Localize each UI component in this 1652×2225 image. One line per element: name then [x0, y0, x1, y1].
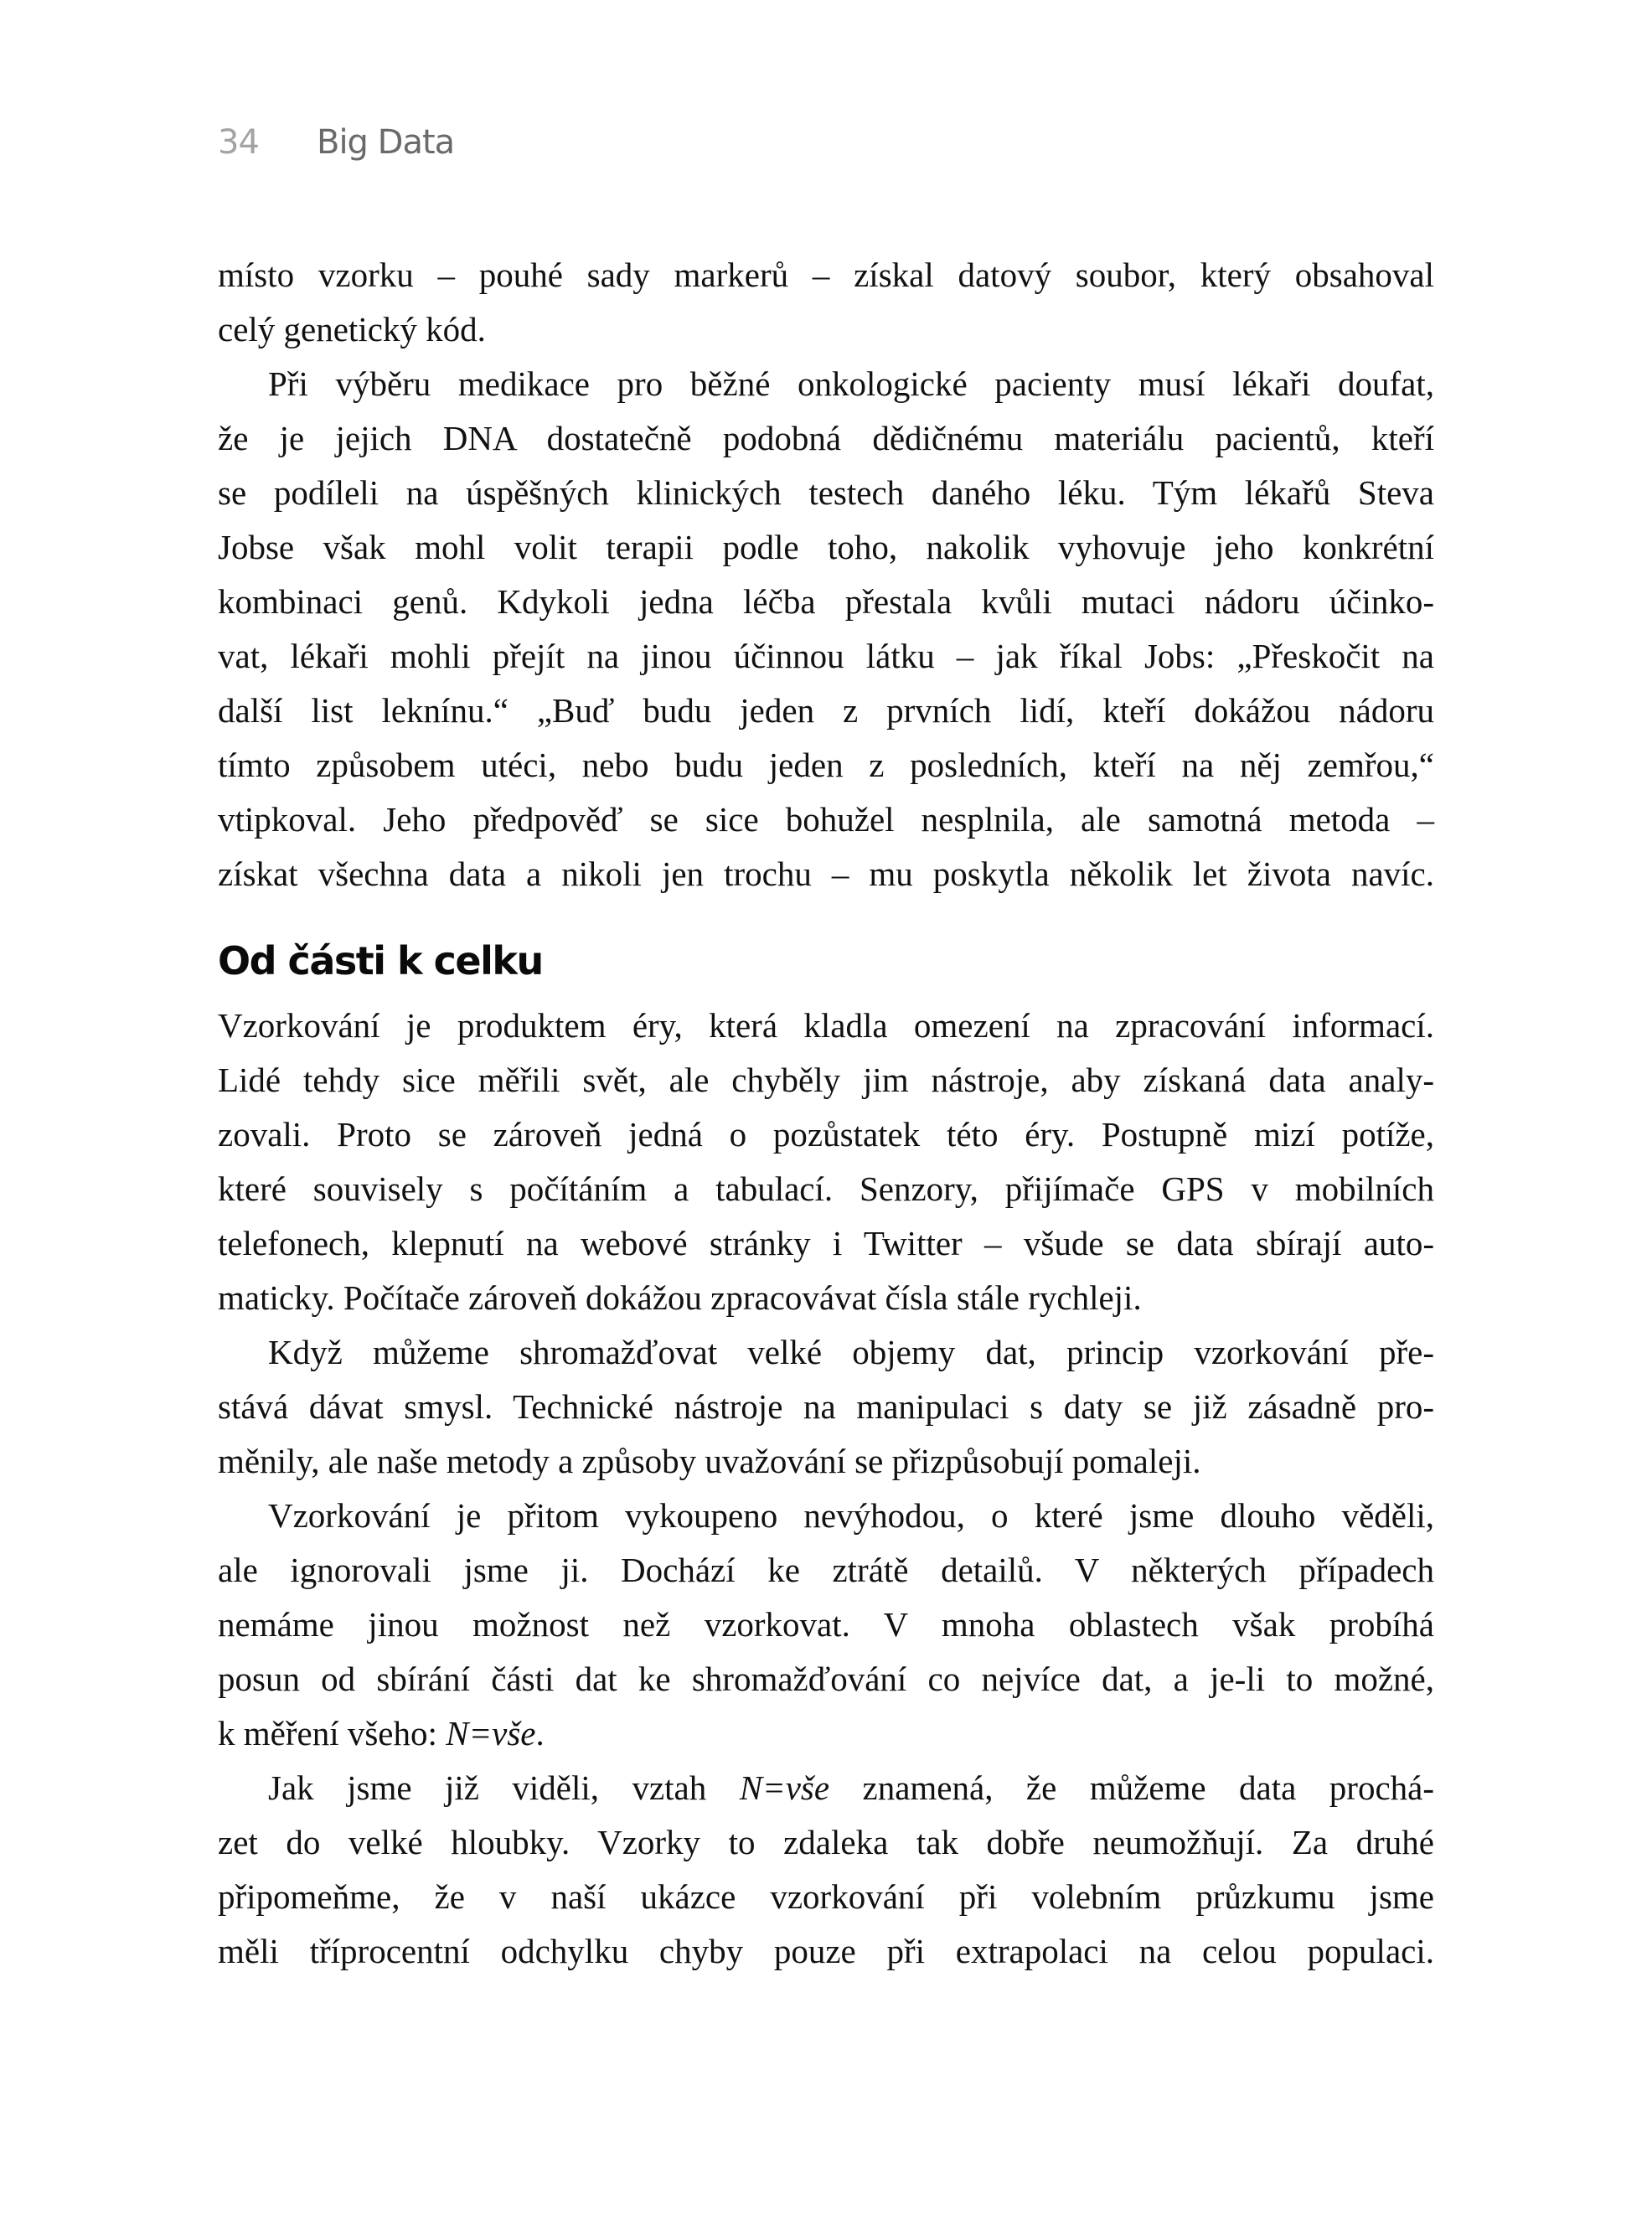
text-line — [268, 1761, 1434, 1815]
text-line: ale ignorovali jsme ji. Dochází ke ztrátě detailů. V některých případech — [218, 1551, 1434, 1589]
text-line: maticky. Počítače zároveň dokážou zpracovávat čísla stále rychleji. — [218, 1278, 1142, 1317]
text-run: znamená, že můžeme data prochá- — [829, 1768, 1434, 1807]
text-line: tímto způsobem utéci, nebo budu jeden z posledních, kteří na něj zemřou,“ — [218, 746, 1434, 784]
text-line: vat, lékaři mohli přejít na jinou účinnou látku – jak říkal Jobs: „Přeskočit na — [218, 637, 1434, 675]
text-line: celý genetický kód. — [218, 310, 486, 348]
text-line: Lidé tehdy sice měřili svět, ale chyběly jim nástroje, aby získaná data analy- — [218, 1061, 1434, 1099]
text-line: měli tříprocentní odchylku chyby pouze při extrapolaci na celou populaci. — [218, 1932, 1434, 1970]
text-line: další list leknínu.“ „Buď budu jeden z prvních lidí, kteří dokážou nádoru — [218, 691, 1434, 730]
text-line — [218, 1706, 1434, 1761]
text-line: Vzorkování je přitom vykoupeno nevýhodou, o které jsme dlouho věděli, — [268, 1496, 1434, 1535]
formula-n-equals-all: N=vše — [446, 1714, 536, 1753]
text-line: že je jejich DNA dostatečně podobná dědičnému materiálu pacientů, kteří — [218, 419, 1434, 457]
text-line: se podíleli na úspěšných klinických testech daného léku. Tým lékařů Steva — [218, 473, 1434, 512]
text-line: které souvisely s počítáním a tabulací. Senzory, přijímače GPS v mobilních — [218, 1169, 1434, 1208]
text-line: posun od sbírání části dat ke shromažďování co nejvíce dat, a je-li to možné, — [218, 1660, 1434, 1698]
text-line: Jobse však mohl volit terapii podle toho, nakolik vyhovuje jeho konkrétní — [218, 528, 1434, 566]
page-number: 34 — [218, 123, 259, 162]
text-line: telefonech, klepnutí na webové stránky i Twitter – všude se data sbírají auto- — [218, 1224, 1434, 1262]
text-line: zovali. Proto se zároveň jedná o pozůstatek této éry. Postupně mizí potíže, — [218, 1115, 1434, 1154]
text-line: zet do velké hloubky. Vzorky to zdaleka tak dobře neumožňují. Za druhé — [218, 1823, 1434, 1861]
text-line: místo vzorku – pouhé sady markerů – získal datový soubor, který obsahoval — [218, 256, 1434, 294]
text-run: Jak jsme již viděli, vztah — [268, 1768, 740, 1807]
book-title: Big Data — [317, 123, 455, 162]
text-line: Když můžeme shromažďovat velké objemy dat, princip vzorkování pře- — [268, 1333, 1434, 1371]
text-line: připomeňme, že v naší ukázce vzorkování při volebním průzkumu jsme — [218, 1877, 1434, 1916]
formula-n-equals-all: N=vše — [739, 1768, 830, 1807]
text-line: Vzorkování je produktem éry, která kladla omezení na zpracování informací. — [218, 1006, 1434, 1045]
text-run: . — [535, 1714, 545, 1753]
text-line: vtipkoval. Jeho předpověď se sice bohužel nesplnila, ale samotná metoda – — [218, 800, 1434, 839]
text-line: získat všechna data a nikoli jen trochu – mu poskytla několik let života navíc. — [218, 854, 1434, 893]
section-heading: Od části k celku — [218, 938, 543, 983]
text-run: k měření všeho: — [218, 1714, 447, 1753]
text-line: kombinaci genů. Kdykoli jedna léčba přestala kvůli mutaci nádoru účinko- — [218, 582, 1434, 621]
text-line: Při výběru medikace pro běžné onkologické pacienty musí lékaři doufat, — [268, 364, 1434, 403]
text-line: stává dávat smysl. Technické nástroje na manipulaci s daty se již zásadně pro- — [218, 1387, 1434, 1426]
text-line: nemáme jinou možnost než vzorkovat. V mnoha oblastech však probíhá — [218, 1605, 1434, 1644]
text-line: měnily, ale naše metody a způsoby uvažování se přizpůsobují pomaleji. — [218, 1442, 1201, 1480]
